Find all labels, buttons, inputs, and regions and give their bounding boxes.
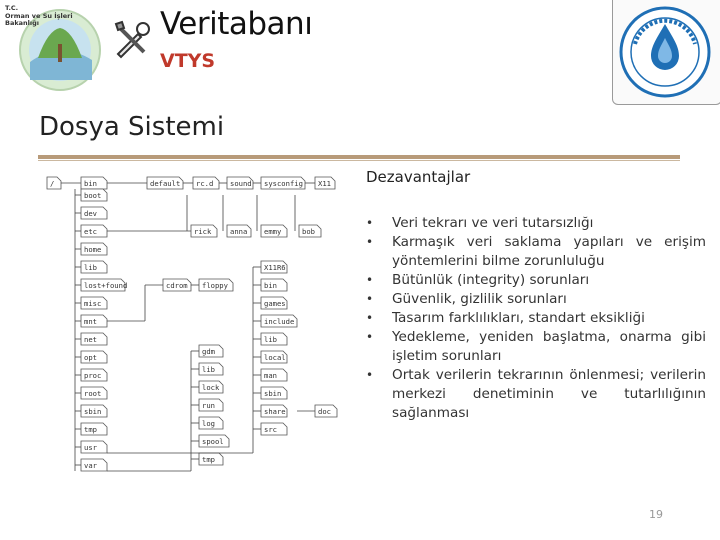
folder-node-root bbox=[47, 177, 61, 189]
panel-heading: Dezavantajlar bbox=[366, 168, 471, 186]
folder-node-var-run bbox=[199, 399, 223, 411]
svg-text:default: default bbox=[150, 179, 181, 188]
folder-node-usr-lib bbox=[261, 333, 287, 345]
svg-text:gdm: gdm bbox=[202, 347, 215, 356]
folder-node-usr-share bbox=[261, 405, 287, 417]
folder-node-usr-src bbox=[261, 423, 287, 435]
folder-node-var-log bbox=[199, 417, 223, 429]
svg-text:tmp: tmp bbox=[202, 455, 215, 464]
list-item: • Tasarım farklılıkları, standart eksikliği bbox=[366, 309, 706, 328]
folder-node-rc.d bbox=[193, 177, 219, 189]
folder-node-emmy bbox=[261, 225, 287, 237]
folder-node-opt bbox=[81, 351, 107, 363]
svg-text:rc.d: rc.d bbox=[196, 179, 214, 188]
folder-node-sound bbox=[227, 177, 253, 189]
list-item: • Ortak verilerin tekrarının önlenmesi; verilerin merkezi denetiminin ve tutarlılığının sağlanması bbox=[366, 366, 706, 423]
list-item: • Veri tekrarı ve veri tutarsızlığı bbox=[366, 214, 706, 233]
folder-node-anna bbox=[227, 225, 251, 237]
folder-node-default bbox=[147, 177, 183, 189]
folder-node-misc bbox=[81, 297, 107, 309]
folder-node-sysconfig bbox=[261, 177, 305, 189]
folder-node-var-gdm bbox=[199, 345, 223, 357]
svg-text:sound: sound bbox=[230, 179, 252, 188]
svg-text:sysconfig: sysconfig bbox=[264, 179, 303, 188]
svg-text:root: root bbox=[84, 389, 102, 398]
title-divider-thin bbox=[38, 160, 680, 161]
list-item: • Güvenlik, gizlilik sorunları bbox=[366, 290, 706, 309]
filesystem-diagram bbox=[45, 171, 341, 483]
svg-text:sbin: sbin bbox=[84, 407, 102, 416]
folder-node-usr-man bbox=[261, 369, 287, 381]
folder-node-X11 bbox=[315, 177, 335, 189]
folder-node-tmp bbox=[81, 423, 107, 435]
svg-text:boot: boot bbox=[84, 191, 102, 200]
svg-text:home: home bbox=[84, 245, 102, 254]
svg-text:lost+found: lost+found bbox=[84, 281, 128, 290]
svg-text:tmp: tmp bbox=[84, 425, 97, 434]
folder-node-cdrom bbox=[163, 279, 191, 291]
svg-text:opt: opt bbox=[84, 353, 97, 362]
disadvantages-list bbox=[366, 214, 706, 423]
svg-text:src: src bbox=[264, 425, 277, 434]
folder-node-rick bbox=[191, 225, 217, 237]
svg-text:man: man bbox=[264, 371, 277, 380]
svg-text:lib: lib bbox=[84, 263, 97, 272]
folder-node-lib bbox=[81, 261, 107, 273]
ministry-line-1: T.C. bbox=[5, 4, 19, 12]
dsi-seal-logo bbox=[617, 4, 713, 100]
folder-node-var-tmp bbox=[199, 453, 223, 465]
svg-text:dev: dev bbox=[84, 209, 97, 218]
svg-text:log: log bbox=[202, 419, 215, 428]
folder-node-sbin bbox=[81, 405, 107, 417]
folder-node-root bbox=[81, 387, 107, 399]
folder-node-var-spool bbox=[199, 435, 229, 447]
folder-node-home bbox=[81, 243, 107, 255]
svg-text:run: run bbox=[202, 401, 215, 410]
svg-text:bob: bob bbox=[302, 227, 315, 236]
svg-text:doc: doc bbox=[318, 407, 331, 416]
svg-text:misc: misc bbox=[84, 299, 102, 308]
folder-node-usr-games bbox=[261, 297, 287, 309]
svg-text:floppy: floppy bbox=[202, 281, 228, 290]
section-title: Dosya Sistemi bbox=[39, 112, 225, 142]
folder-node-etc bbox=[81, 225, 107, 237]
disadvantages-panel bbox=[366, 168, 706, 423]
svg-text:bin: bin bbox=[84, 179, 97, 188]
ministry-line-3: Bakanlığı bbox=[5, 19, 40, 27]
folder-node-boot bbox=[81, 189, 107, 201]
folder-node-dev bbox=[81, 207, 107, 219]
svg-text:bin: bin bbox=[264, 281, 277, 290]
page-number: 19 bbox=[649, 508, 663, 521]
svg-text:X11: X11 bbox=[318, 179, 331, 188]
folder-node-doc bbox=[315, 405, 337, 417]
folder-node-usr-sbin bbox=[261, 387, 287, 399]
svg-text:lib: lib bbox=[264, 335, 277, 344]
svg-text:proc: proc bbox=[84, 371, 102, 380]
folder-node-floppy bbox=[199, 279, 233, 291]
list-item: • Karmaşık veri saklama yapıları ve erişim yöntemlerini bilme zorunluluğu bbox=[366, 233, 706, 271]
folder-node-usr-X11R6 bbox=[261, 261, 287, 273]
svg-text:lock: lock bbox=[202, 383, 220, 392]
folder-node-usr-bin bbox=[261, 279, 287, 291]
svg-text:etc: etc bbox=[84, 227, 97, 236]
svg-text:var: var bbox=[84, 461, 97, 470]
ministry-name bbox=[5, 5, 73, 28]
folder-node-mnt bbox=[81, 315, 107, 327]
folder-node-proc bbox=[81, 369, 107, 381]
title-divider bbox=[38, 155, 680, 159]
svg-text:net: net bbox=[84, 335, 97, 344]
svg-text:share: share bbox=[264, 407, 286, 416]
folder-node-usr bbox=[81, 441, 107, 453]
svg-text:emmy: emmy bbox=[264, 227, 282, 236]
list-item: • Yedekleme, yeniden başlatma, onarma gibi işletim sorunları bbox=[366, 328, 706, 366]
folder-node-usr-local bbox=[261, 351, 287, 363]
svg-text:sbin: sbin bbox=[264, 389, 282, 398]
folder-node-usr-include bbox=[261, 315, 297, 327]
svg-text:/: / bbox=[50, 179, 55, 188]
folder-node-bob bbox=[299, 225, 321, 237]
folder-node-var-lib bbox=[199, 363, 223, 375]
svg-text:anna: anna bbox=[230, 227, 248, 236]
svg-text:mnt: mnt bbox=[84, 317, 97, 326]
folder-node-bin bbox=[81, 177, 107, 189]
svg-text:usr: usr bbox=[84, 443, 97, 452]
ministry-line-2: Orman ve Su İşleri bbox=[5, 11, 73, 20]
folder-node-lostfound bbox=[81, 279, 127, 291]
folder-node-net bbox=[81, 333, 107, 345]
svg-text:X11R6: X11R6 bbox=[264, 263, 286, 272]
svg-text:games: games bbox=[264, 299, 286, 308]
folder-node-var bbox=[81, 459, 107, 471]
svg-text:include: include bbox=[264, 317, 295, 326]
folder-node-var-lock bbox=[199, 381, 223, 393]
svg-text:spool: spool bbox=[202, 437, 224, 446]
svg-text:lib: lib bbox=[202, 365, 215, 374]
svg-text:local: local bbox=[264, 353, 286, 362]
svg-text:cdrom: cdrom bbox=[166, 281, 188, 290]
list-item: • Bütünlük (integrity) sorunları bbox=[366, 271, 706, 290]
app-title: Veritabanı bbox=[160, 6, 313, 42]
tools-icon bbox=[110, 18, 154, 62]
svg-text:rick: rick bbox=[194, 227, 212, 236]
app-subtitle: VTYS bbox=[160, 50, 216, 72]
